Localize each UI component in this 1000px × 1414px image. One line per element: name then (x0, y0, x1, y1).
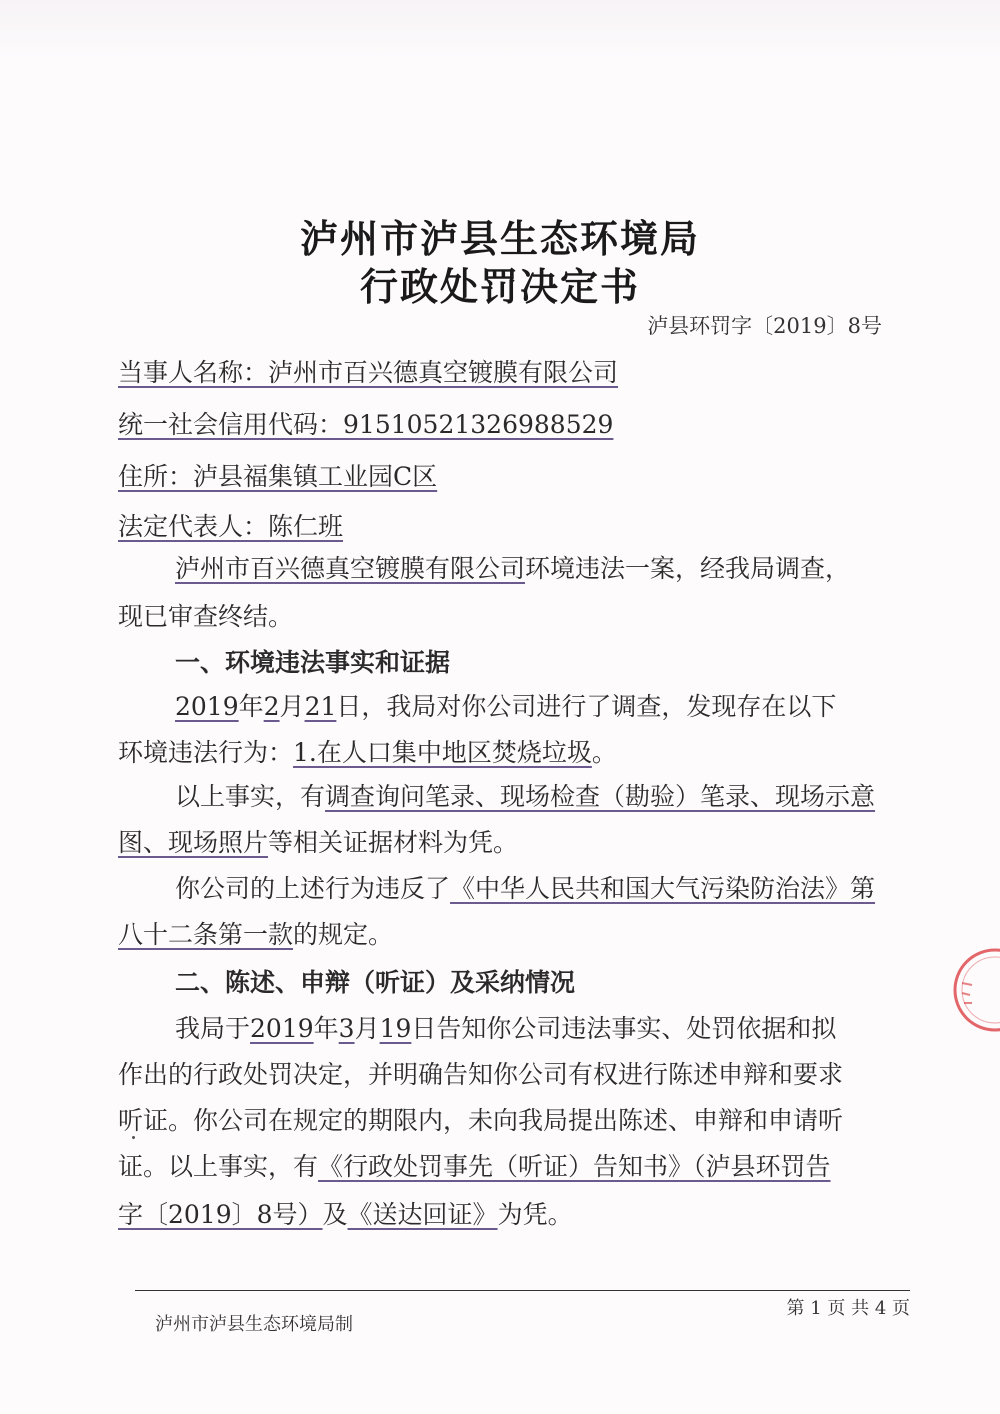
address-value: 泸县福集镇工业园C区 (193, 462, 438, 491)
section-2-line-5 (118, 1198, 908, 1232)
law-prefix: 你公司的上述行为违反了 (175, 874, 451, 903)
credit-code-label: 统一社会信用代码： (118, 410, 344, 439)
evidence-list-2: 图、现场照片 (118, 828, 269, 857)
page-number: 第 1 页 共 4 页 (786, 1298, 910, 1319)
evidence-line-2 (118, 826, 908, 860)
section-1-heading: 一、环境违法事实和证据 (175, 648, 451, 677)
notice-year-unit: 年 (313, 1014, 339, 1043)
section-2-line-1 (175, 1012, 910, 1046)
closing-text: 为凭。 (497, 1200, 573, 1229)
evidence-line-1 (175, 780, 910, 814)
section-2-line-4 (118, 1150, 908, 1184)
violation-prefix: 环境违法行为： (118, 738, 294, 767)
inspection-year: 2019 (175, 692, 239, 721)
footer-issuer: 泸州市泸县生态环境局制 (155, 1314, 353, 1335)
address-label: 住所： (118, 462, 194, 491)
intro-line-2: 现已审查终结。 (118, 602, 294, 631)
law-line-2 (118, 918, 908, 952)
official-seal-icon (950, 945, 1000, 1035)
notice-doc-number: 字〔2019〕8号） (118, 1200, 323, 1229)
violation-line (118, 736, 908, 770)
receipt-doc-name: 《送达回证》 (347, 1200, 498, 1229)
section-1-date-line (175, 690, 910, 724)
violation-suffix: 。 (591, 738, 617, 767)
party-name-row (118, 356, 908, 390)
law-line-1 (175, 872, 910, 906)
inspection-month: 2 (263, 692, 280, 721)
legal-rep-label: 法定代表人： (118, 512, 269, 541)
document-number: 泸县环罚字〔2019〕8号 (647, 314, 882, 338)
notice-day: 19 (379, 1014, 412, 1043)
intro-line-1 (175, 552, 910, 586)
intro-text-1: 环境违法一案，经我局调查， (525, 554, 851, 583)
inspection-day: 21 (304, 692, 337, 721)
credit-code-row (118, 408, 908, 442)
law-article: 八十二条第一款 (118, 920, 294, 949)
notice-month-unit: 月 (354, 1014, 380, 1043)
notice-text: 日告知你公司违法事实、处罚依据和拟 (411, 1014, 837, 1043)
agency-title: 泸州市泸县生态环境局 (299, 217, 700, 261)
intro-company: 泸州市百兴德真空镀膜有限公司 (175, 554, 526, 583)
footer-divider (135, 1290, 910, 1291)
notice-month: 3 (338, 1014, 355, 1043)
party-name-value: 泸州市百兴德真空镀膜有限公司 (268, 358, 619, 387)
evidence-list-1: 调查询问笔录、现场检查（勘验）笔录、现场示意 (325, 782, 876, 811)
legal-rep-row (118, 510, 908, 544)
document-type-title: 行政处罚决定书 (359, 265, 640, 309)
inspection-text: 日，我局对你公司进行了调查，发现存在以下 (336, 692, 837, 721)
address-row (118, 460, 908, 494)
notice-year: 2019 (250, 1014, 314, 1043)
party-name-label: 当事人名称： (118, 358, 269, 387)
law-name: 《中华人民共和国大气污染防治法》第 (450, 874, 876, 903)
scan-speck (132, 1136, 135, 1139)
section-2-line-3: 听证。你公司在规定的期限内，未向我局提出陈述、申辩和申请听 (118, 1106, 844, 1135)
notice-doc-prefix: 证。以上事实，有 (118, 1152, 319, 1181)
legal-rep-value: 陈仁班 (268, 512, 344, 541)
evidence-suffix: 等相关证据材料为凭。 (268, 828, 519, 857)
law-suffix: 的规定。 (293, 920, 394, 949)
notice-prefix: 我局于 (175, 1014, 251, 1043)
section-2-heading: 二、陈述、申辩（听证）及采纳情况 (175, 968, 576, 997)
year-unit: 年 (238, 692, 264, 721)
notice-doc-name: 《行政处罚事先（听证）告知书》（泸县环罚告 (318, 1152, 831, 1181)
violation-text: 1.在人口集中地区焚烧垃圾 (293, 738, 592, 767)
section-2-line-2: 作出的行政处罚决定，并明确告知你公司有权进行陈述申辩和要求 (118, 1060, 844, 1089)
month-unit: 月 (279, 692, 305, 721)
and-text: 及 (322, 1200, 348, 1229)
evidence-prefix: 以上事实，有 (175, 782, 326, 811)
credit-code-value: 91510521326988529 (343, 410, 614, 439)
